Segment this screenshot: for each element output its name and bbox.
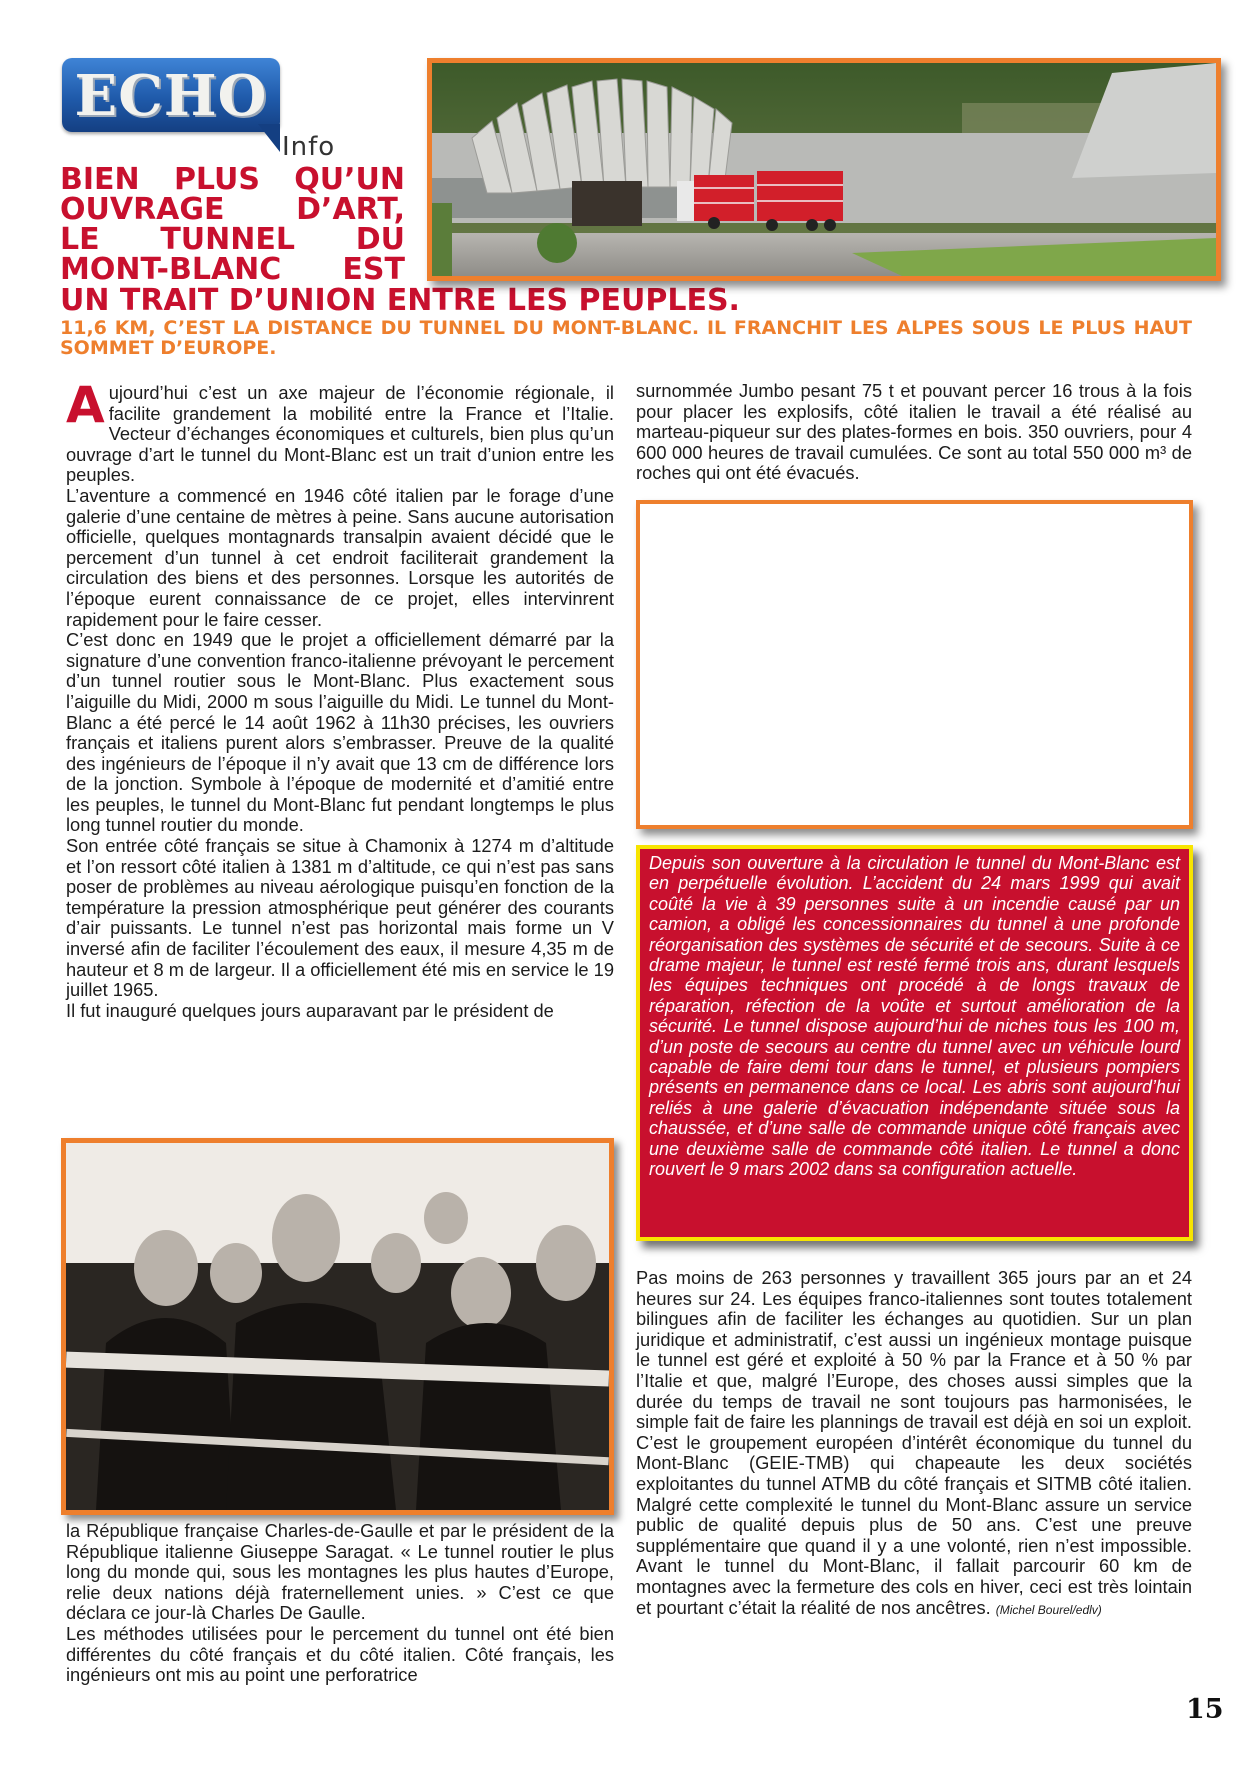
tunnel-entrance-photo bbox=[427, 58, 1221, 281]
headline-word: BIEN bbox=[60, 162, 140, 197]
article-column-right bbox=[636, 381, 1192, 484]
headline-word: EST bbox=[342, 252, 405, 287]
article-paragraph bbox=[636, 1268, 1192, 1620]
headline-line bbox=[60, 252, 405, 287]
page-number: 15 bbox=[1186, 1694, 1224, 1725]
tunnel-entrance-illustration bbox=[432, 63, 1216, 276]
headline-line bbox=[60, 162, 405, 197]
sidebar-text: Depuis son ouverture à la circulation le tunnel du Mont-Blanc est en perpétuelle évolution. L’accident du 24 mars 1999 qui avait coûté la vie à 39 personnes suite à un incendie causé par un camion, a obligé les concessionnaires du tunnel à une profonde réorganisation des systèmes de sécurité et de secours. Suite à ce drame majeur, le tunnel est resté fermé trois ans, durant lesquels les équipes techniques ont procédé à de longs travaux de réparation, réfection de la voûte et surtout amélioration de la sécurité. Le tunnel dispose aujourd’hui de niches tous les 100 m, d’un poste de secours au centre du tunnel avec un véhicule lourd capable de faire demi tour dans le tunnel, et plusieurs pompiers présents en permanence dans ce local. Les abris sont aujourd’hui reliés à une galerie d’évacuation indépendante située sous la chaussée, et d’une salle de commande unique côté français avec une deuxième salle de commande côté italien. Le tunnel a donc rouvert le 9 mars 2002 dans sa configuration actuelle. bbox=[649, 853, 1180, 1180]
headline-word: LE bbox=[60, 222, 100, 257]
echo-info-logo bbox=[62, 58, 336, 162]
headline-word: PLUS bbox=[173, 162, 260, 197]
headline bbox=[60, 162, 405, 287]
article-paragraph: L’aventure a commencé en 1946 côté italien par le forage d’une galerie d’une centaine de mètres à peine. Sans aucune autorisation officielle, quelques montagnards transalpin avaient décidé que le percement d’un tunnel à cet endroit faciliterait grandement la circulation des biens et des personnes. Lorsque les autorités de l’époque eurent connaissance de ce projet, elles intervinrent rapidement pour le faire cesser. bbox=[66, 484, 614, 630]
article-paragraph: surnommée Jumbo pesant 75 t et pouvant percer 16 trous à la fois pour placer les explosifs, côté italien le travail a été réalisé au marteau-piqueur sur des plates-formes en bois. 350 ouvriers, pour 4 600 000 heures de travail cumulées. Ce sont au total 550 000 m³ de roches qui ont été évacués. bbox=[636, 380, 1192, 484]
article-paragraph: ujourd’hui c’est un axe majeur de l’économie régionale, il facilite grandement la mobilité entre la France et l’Italie. Vecteur d’échanges économiques et culturels, bien plus qu’un ouvrage d’art le tunnel du Mont-Blanc est un trait d’union entre les peuples. bbox=[66, 382, 614, 486]
headline-last-line: UN TRAIT D’UNION ENTRE LES PEUPLES. bbox=[60, 283, 740, 318]
headline-word: MONT-BLANC bbox=[60, 252, 282, 287]
logo-word: ECHO bbox=[74, 63, 268, 129]
article-paragraph-text: Pas moins de 263 personnes y travaillent 365 jours par an et 24 heures sur 24. Les équipes franco-italiennes sont toutes totalement bilingues afin de faciliter les échanges au quotidien. Sur un plan juridique et administratif, c’est aussi un ingénieux montage puisque le tunnel est géré et exploité à 50 % par la France et à 50 % par l’Italie et que, malgré l’Europe, des choses aussi simples que la durée du temps de travail ne sont toujours pas harmonisées, le simple fait de faire les plannings de travail est déjà en soi un exploit. C’est le groupement européen d’intérêt économique du tunnel du Mont-Blanc (GEIE-TMB) qui chapeaute les deux sociétés exploitantes du tunnel ATMB du côté français et SITMB côté italien. Malgré cette complexité le tunnel du Mont-Blanc assure un service public de qualité depuis plus de 50 ans. C’est une preuve supplémentaire que quand il y a une volonté, rien n’est impossible. Avant le tunnel du Mont-Blanc, il fallait parcourir 60 km de montagnes avec la fermeture des cols en hiver, ceci est très lointain et pourtant c’était la réalité de nos ancêtres. bbox=[636, 1267, 1192, 1618]
headline-line bbox=[60, 192, 405, 227]
article-paragraph: la République française Charles-de-Gaulle et par le président de la République italienne Giuseppe Saragat. « Le tunnel routier le plus long du monde qui, sous les montagnes les plus hautes d’Europe, relie deux nations déjà fraternellement unies. » C’est ce que déclara ce jour-là Charles De Gaulle. bbox=[66, 1520, 614, 1624]
image-placeholder-frame bbox=[636, 500, 1193, 829]
article-column-left bbox=[66, 376, 614, 1021]
headline-word: OUVRAGE bbox=[60, 192, 225, 227]
article-paragraph: Son entrée côté français se situe à Chamonix à 1274 m d’altitude et l’on ressort côté italien à 1381 m d’altitude, ce qui n’est pas sans poser de problèmes au niveau aérologique puisqu’en fonction de la température la pression atmosphérique peut générer des courants d’air puissants. Le tunnel n’est pas horizontal mais forme un V inversé afin de faciliter l’écoulement des eaux, il mesure 4,35 m de hauteur et 8 m de largeur. Il a officiellement été mis en service le 19 juillet 1965. bbox=[66, 835, 614, 1001]
headline-word: TUNNEL bbox=[160, 222, 295, 257]
headline-word: D’ART, bbox=[296, 192, 405, 227]
article-paragraph: Les méthodes utilisées pour le percement du tunnel ont été bien différentes du côté français et du côté italien. Côté français, les ingénieurs ont mis au point une perforatrice bbox=[66, 1622, 614, 1686]
headline-line bbox=[60, 222, 405, 257]
inauguration-illustration bbox=[66, 1143, 609, 1510]
article-column-right-continued bbox=[636, 1268, 1192, 1620]
headline-word: DU bbox=[355, 222, 405, 257]
author-credit: (Michel Bourel/edlv) bbox=[995, 1602, 1102, 1617]
logo-tag: Info bbox=[282, 132, 336, 162]
article-paragraph: Il fut inauguré quelques jours auparavant par le président de bbox=[66, 999, 554, 1021]
inauguration-photo bbox=[61, 1138, 614, 1515]
sidebar-box bbox=[636, 845, 1193, 1241]
drop-cap: A bbox=[66, 376, 105, 434]
headline-word: QU’UN bbox=[294, 162, 405, 197]
article-paragraph: C’est donc en 1949 que le projet a officiellement démarré par la signature d’une convention franco-italienne prévoyant le percement d’un tunnel routier sous le Mont-Blanc. Plus exactement sous l’aiguille du Midi, 2000 m sous l’aiguille du Midi. Le tunnel du Mont-Blanc a été percé le 14 août 1962 à 11h30 précises, les ouvriers français et italiens purent alors s’embrasser. Preuve de la qualité des ingénieurs de l’époque il n’y avait que 13 cm de différence lors de la jonction. Symbole à l’époque de modernité et d’amitié entre les peuples, le tunnel du Mont-Blanc fut pendant longtemps le plus long tunnel routier du monde. bbox=[66, 629, 614, 836]
article-column-left-continued bbox=[66, 1521, 614, 1686]
subtitle: 11,6 KM, C’EST LA DISTANCE DU TUNNEL DU MONT-BLANC. IL FRANCHIT LES ALPES SOUS LE PLUS HAUT SOMMET D’EUROPE. bbox=[60, 317, 1192, 359]
